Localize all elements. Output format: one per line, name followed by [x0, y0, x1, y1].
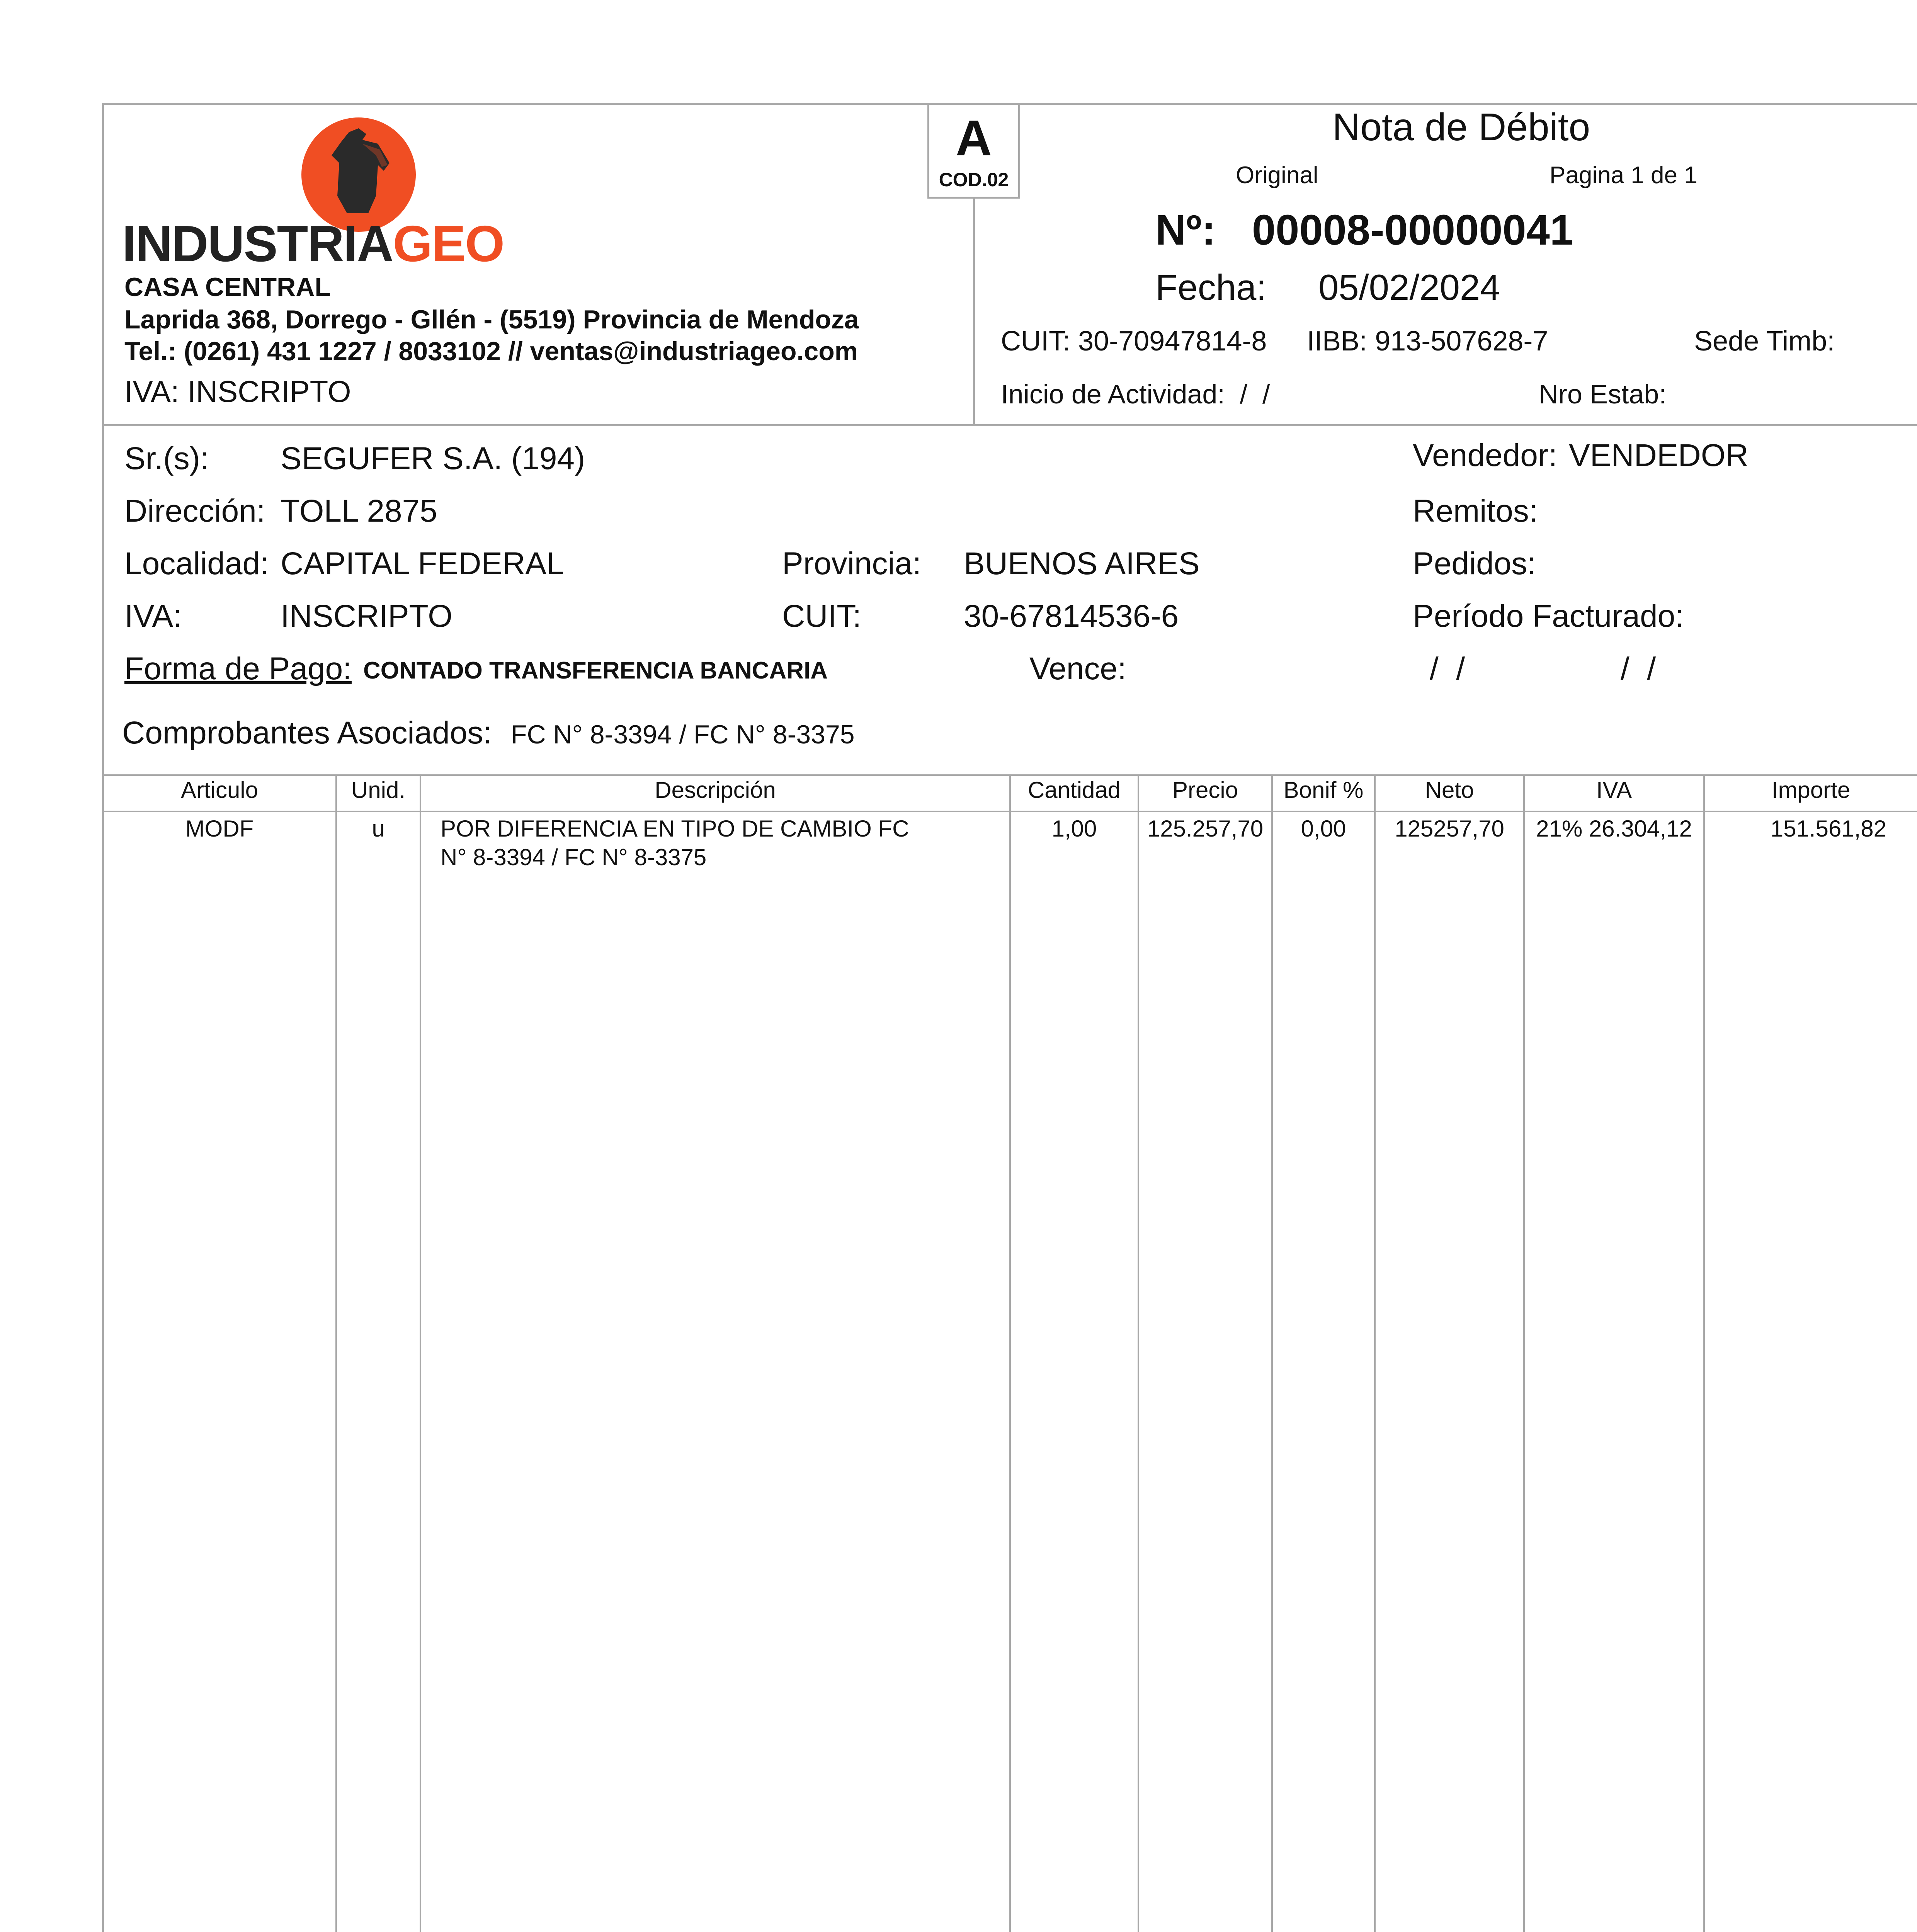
- doc-date: 05/02/2024: [1318, 267, 1500, 308]
- remitos-label: Remitos:: [1413, 493, 1538, 529]
- cell-descripcion-line1: POR DIFERENCIA EN TIPO DE CAMBIO FC: [441, 816, 909, 842]
- client-localidad: CAPITAL FEDERAL: [281, 546, 564, 581]
- doc-number: 00008-00000041: [1252, 206, 1573, 254]
- logo-text-dark: INDUSTRIA: [122, 215, 393, 272]
- client-provincia: BUENOS AIRES: [964, 546, 1200, 581]
- col-header-importe: Importe: [1771, 777, 1851, 803]
- client-iva: INSCRIPTO: [281, 599, 452, 634]
- periodo-label: Período Facturado:: [1413, 599, 1684, 634]
- col-header-descripcion: Descripción: [655, 777, 776, 803]
- table-col-divider: [1523, 774, 1525, 1932]
- client-localidad-label: Localidad:: [124, 546, 269, 581]
- company-contact: Tel.: (0261) 431 1227 / 8033102 // ventas@industriageo.com: [124, 337, 858, 366]
- vence-label: Vence:: [1029, 651, 1126, 686]
- cell-bonif: 0,00: [1301, 816, 1346, 842]
- doc-number-label: Nº:: [1155, 206, 1216, 254]
- periodo-from: / /: [1430, 651, 1465, 686]
- cell-unid: u: [372, 816, 385, 842]
- vendedor-value: VENDEDOR: [1569, 438, 1749, 473]
- col-header-unid: Unid.: [351, 777, 406, 803]
- cell-importe: 151.561,82: [1770, 816, 1886, 842]
- col-header-articulo: Articulo: [180, 777, 259, 803]
- client-iva-label: IVA:: [124, 599, 182, 634]
- client-cuit: 30-67814536-6: [964, 599, 1179, 634]
- forma-pago-value: CONTADO TRANSFERENCIA BANCARIA: [363, 657, 828, 684]
- invoice-letter: A: [956, 110, 992, 166]
- table-col-divider: [1703, 774, 1705, 1932]
- doc-type: Nota de Débito: [1332, 105, 1590, 149]
- table-col-divider: [1271, 774, 1273, 1932]
- col-header-precio: Precio: [1172, 777, 1238, 803]
- cell-descripcion-line2: N° 8-3394 / FC N° 8-3375: [441, 844, 707, 870]
- col-header-cantidad: Cantidad: [1027, 777, 1121, 803]
- pedidos-label: Pedidos:: [1413, 546, 1536, 581]
- table-col-divider: [420, 774, 421, 1932]
- table-col-divider: [1374, 774, 1376, 1932]
- forma-pago-label: Forma de Pago:: [124, 651, 352, 686]
- inicio-actividad: Inicio de Actividad: / /: [1001, 379, 1270, 409]
- company-cuit: CUIT: 30-70947814-8: [1001, 326, 1267, 357]
- client-address: TOLL 2875: [281, 493, 437, 529]
- client-sr-label: Sr.(s):: [124, 441, 209, 476]
- doc-copy: Original: [1236, 162, 1318, 189]
- sede-timb: Sede Timb:: [1694, 326, 1835, 357]
- col-header-neto: Neto: [1425, 777, 1474, 803]
- invoice-letter-code: COD.02: [939, 169, 1009, 190]
- comprobantes-value: FC N° 8-3394 / FC N° 8-3375: [511, 720, 855, 749]
- table-col-divider: [1138, 774, 1139, 1932]
- company-iibb: IIBB: 913-507628-7: [1307, 326, 1548, 357]
- page-indicator: Pagina 1 de 1: [1550, 162, 1698, 189]
- company-iva: IVA: INSCRIPTO: [124, 374, 351, 408]
- cell-cantidad: 1,00: [1051, 816, 1097, 842]
- col-header-iva: IVA: [1596, 777, 1632, 803]
- client-address-label: Dirección:: [124, 493, 265, 529]
- header-bottom-rule: [102, 424, 1917, 426]
- client-name: SEGUFER S.A. (194): [281, 441, 585, 476]
- cell-iva: 21% 26.304,12: [1536, 816, 1692, 842]
- col-header-bonif: Bonif %: [1283, 777, 1364, 803]
- company-branch: CASA CENTRAL: [124, 272, 331, 302]
- doc-date-label: Fecha:: [1155, 267, 1267, 308]
- logo-text-accent: GEO: [393, 215, 504, 272]
- vendedor-label: Vendedor:: [1413, 438, 1557, 473]
- periodo-to: / /: [1621, 651, 1656, 686]
- table-col-divider: [335, 774, 337, 1932]
- invoice-letter-box: [927, 103, 1020, 199]
- cell-neto: 125257,70: [1395, 816, 1504, 842]
- cell-articulo: MODF: [185, 816, 254, 842]
- cell-precio: 125.257,70: [1147, 816, 1264, 842]
- client-cuit-label: CUIT:: [782, 599, 861, 634]
- company-address: Laprida 368, Dorrego - Gllén - (5519) Provincia de Mendoza: [124, 305, 859, 334]
- company-logo-text: [122, 215, 504, 272]
- table-col-divider: [1009, 774, 1011, 1932]
- header-divider-vertical: [973, 199, 975, 425]
- nro-estab: Nro Estab:: [1539, 379, 1667, 409]
- client-provincia-label: Provincia:: [782, 546, 922, 581]
- comprobantes-label: Comprobantes Asociados:: [122, 715, 492, 750]
